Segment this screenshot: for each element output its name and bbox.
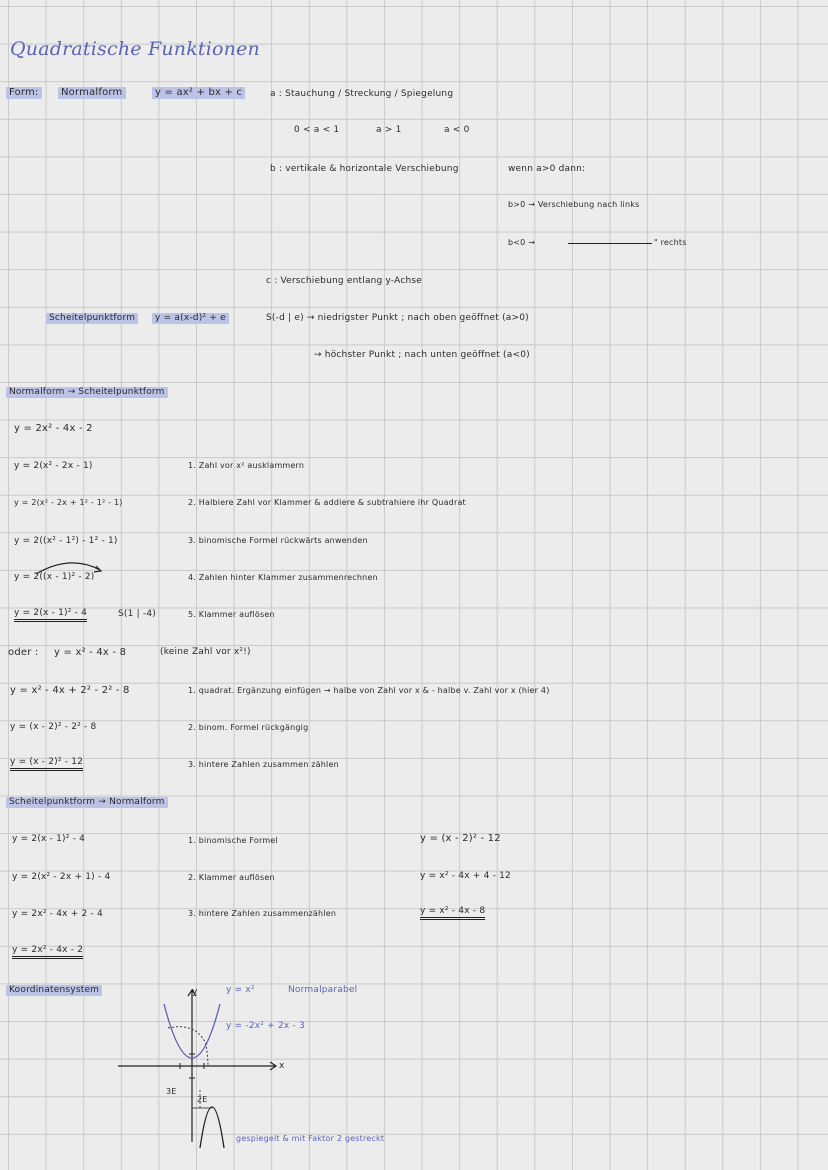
section-vertex-to-normal: Scheitelpunktform → Normalform bbox=[6, 797, 168, 808]
step-text: 1. quadrat. Ergänzung einfügen → halbe von Zahl vor x & - halbe v. Zahl vor x (hier 4) bbox=[188, 686, 550, 695]
normalform-label: Normalform bbox=[58, 87, 126, 99]
step-text: 4. Zahlen hinter Klammer zusammenrechnen bbox=[188, 573, 378, 582]
form-label: Form: bbox=[6, 87, 42, 99]
a-case-3: a < 0 bbox=[444, 125, 470, 135]
ditto-line bbox=[568, 243, 652, 244]
step-text: 1. binomische Formel bbox=[188, 836, 278, 845]
equation-line: y = x² - 4x + 2² - 2² - 8 bbox=[10, 685, 130, 696]
equation-line: y = 2((x² - 1²) - 1² - 1) bbox=[14, 536, 118, 546]
function-1: y = x² bbox=[226, 985, 255, 995]
c-description: c : Verschiebung entlang y-Achse bbox=[266, 276, 423, 286]
equation-line: y = (x - 2)² - 2² - 8 bbox=[10, 722, 97, 732]
scheitelpunktform-label: Scheitelpunktform bbox=[46, 313, 138, 324]
vertex-maximum: → höchster Punkt ; nach unten geöffnet (a<0) bbox=[314, 350, 530, 360]
section-coordinate-system: Koordinatensystem bbox=[6, 985, 102, 996]
page-title: Quadratische Funktionen bbox=[10, 38, 260, 60]
function-2: y = -2x² + 2x - 3 bbox=[226, 1021, 305, 1031]
arc-annotation bbox=[30, 558, 120, 578]
vertex-point: S(1 | -4) bbox=[118, 609, 156, 619]
vertex-minimum: S(-d | e) → niedrigster Punkt ; nach oben geöffnet (a>0) bbox=[266, 313, 529, 323]
equation-line: y = 2((x - 1)² - 2) bbox=[14, 572, 95, 582]
function-1-note: Normalparabel bbox=[288, 985, 358, 995]
equation-line: y = 2x² - 4x - 2 bbox=[14, 423, 93, 434]
equation-result: y = 2(x - 1)² - 4 bbox=[14, 609, 87, 622]
x-axis-label: x bbox=[279, 1061, 285, 1071]
step-text: 1. Zahl vor x² ausklammern bbox=[188, 461, 305, 470]
b-positive: b>0 → Verschiebung nach links bbox=[508, 200, 640, 209]
coordinate-graph bbox=[108, 982, 448, 1152]
equation-line: y = 2(x - 1)² - 4 bbox=[12, 834, 86, 844]
normalform-equation: y = ax² + bx + c bbox=[152, 87, 245, 99]
a-description: a : Stauchung / Streckung / Spiegelung bbox=[270, 89, 454, 99]
equation-line: y = 2(x² - 2x + 1) - 4 bbox=[12, 872, 111, 882]
equation-result: y = 2x² - 4x - 2 bbox=[12, 946, 83, 959]
equation-result: y = x² - 4x - 8 bbox=[420, 907, 485, 920]
equation-result: y = (x - 2)² - 12 bbox=[10, 758, 83, 771]
oder-note: (keine Zahl vor x²!) bbox=[160, 647, 251, 657]
step-text: 3. binomische Formel rückwärts anwenden bbox=[188, 536, 368, 545]
b-negative-right: " rechts bbox=[654, 238, 687, 247]
section-normal-to-vertex: Normalform → Scheitelpunktform bbox=[6, 387, 168, 398]
equation-line: y = 2x² - 4x + 2 - 4 bbox=[12, 909, 103, 919]
equation-line: y = 2(x² - 2x - 1) bbox=[14, 461, 93, 471]
step-text: 2. Klammer auflösen bbox=[188, 873, 275, 882]
step-text: 5. Klammer auflösen bbox=[188, 610, 275, 619]
equation-line: y = (x - 2)² - 12 bbox=[420, 833, 501, 844]
equation-line: y = 2(x² - 2x + 1² - 1² - 1) bbox=[14, 498, 123, 507]
mark-3e: 3E bbox=[166, 1087, 177, 1096]
mark-2e: 2E bbox=[197, 1095, 208, 1104]
equation-line: y = x² - 4x + 4 - 12 bbox=[420, 871, 511, 881]
step-text: 3. hintere Zahlen zusammenzählen bbox=[188, 909, 337, 918]
oder-equation: y = x² - 4x - 8 bbox=[54, 647, 127, 658]
a-case-2: a > 1 bbox=[376, 125, 402, 135]
y-axis-label: y bbox=[192, 987, 198, 997]
b-negative: b<0 → bbox=[508, 238, 536, 247]
step-text: 2. Halbiere Zahl vor Klammer & addiere & subtrahiere ihr Quadrat bbox=[188, 498, 466, 507]
graph-note: gespiegelt & mit Faktor 2 gestreckt bbox=[236, 1134, 385, 1143]
b-description: b : vertikale & horizontale Verschiebung bbox=[270, 164, 459, 174]
step-text: 3. hintere Zahlen zusammen zählen bbox=[188, 760, 339, 769]
step-text: 2. binom. Formel rückgängig bbox=[188, 723, 309, 732]
oder-label: oder : bbox=[8, 647, 39, 658]
scheitelpunktform-equation: y = a(x-d)² + e bbox=[152, 313, 229, 324]
a-case-1: 0 < a < 1 bbox=[294, 125, 340, 135]
b-condition: wenn a>0 dann: bbox=[508, 164, 586, 174]
